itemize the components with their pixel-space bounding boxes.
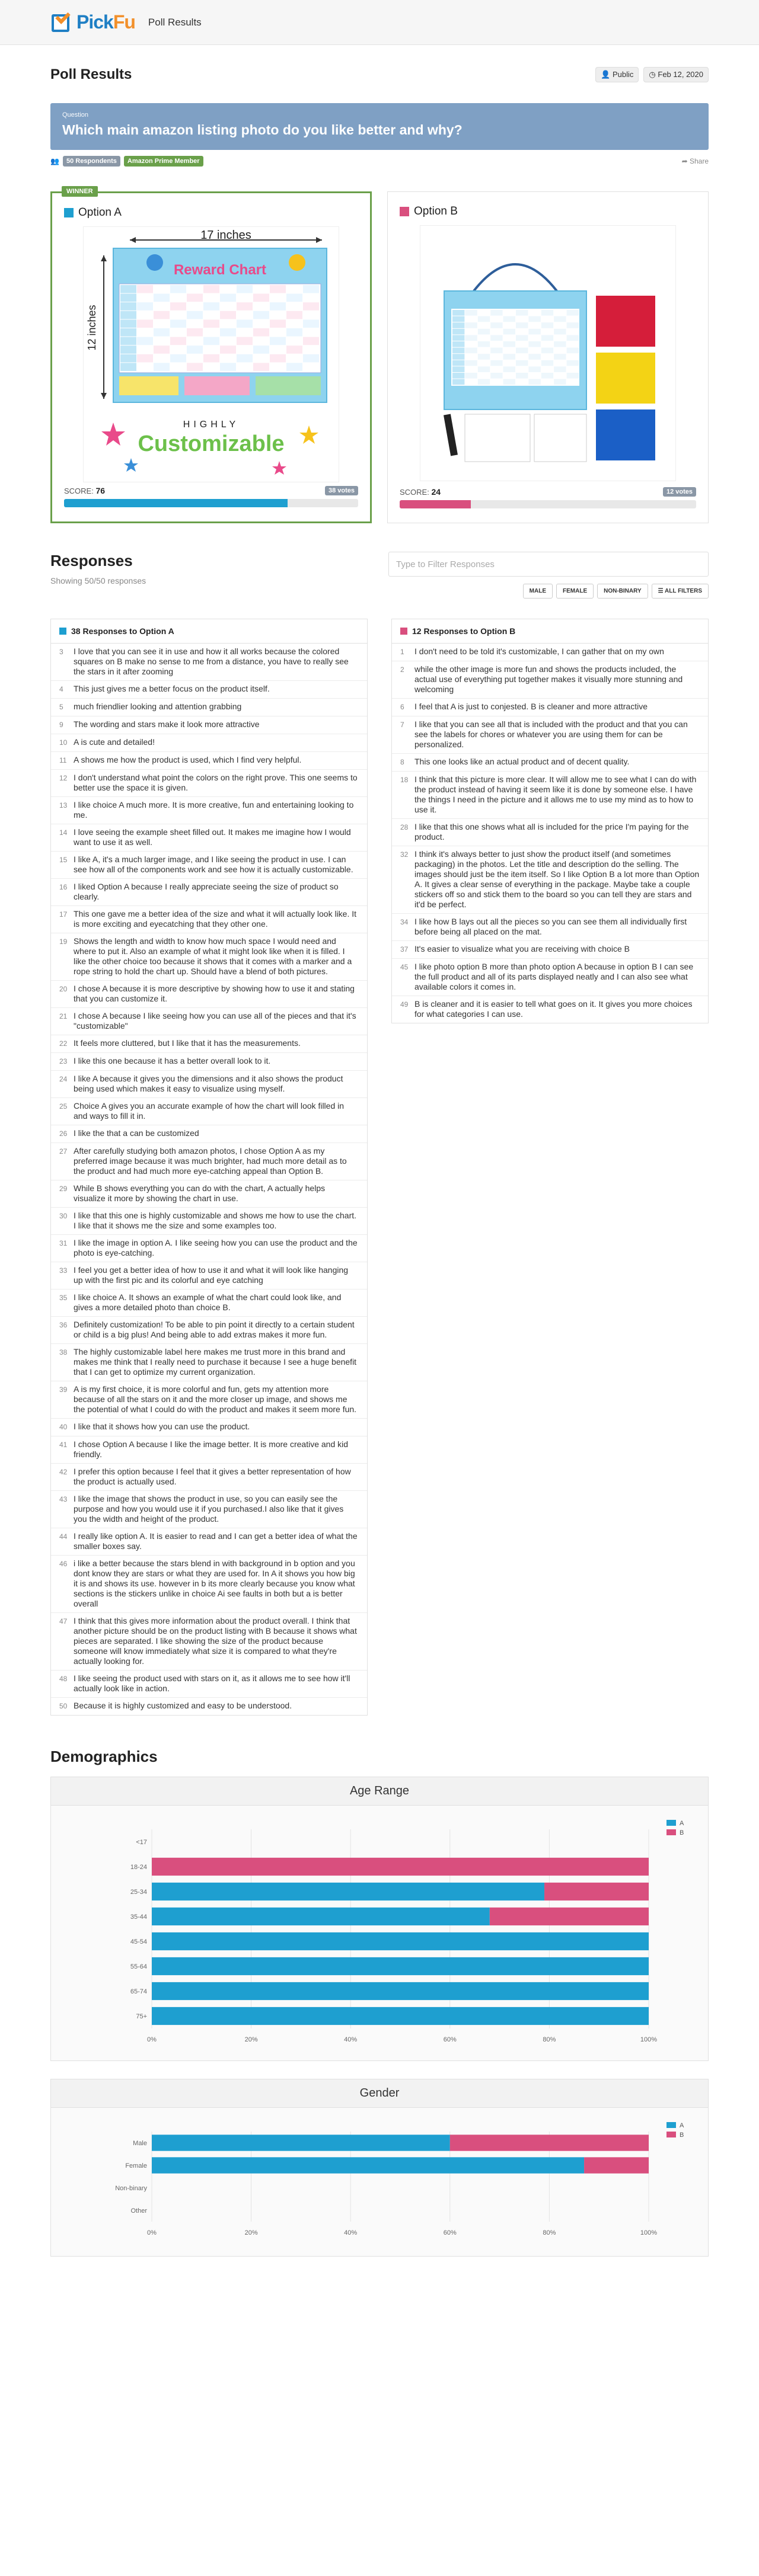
response-number: 15 (59, 856, 68, 864)
response-row (51, 1143, 367, 1180)
response-number: 28 (400, 823, 409, 831)
share-icon: ➦ (681, 157, 688, 165)
category-label: 65-74 (130, 1988, 147, 1995)
response-columns (50, 619, 709, 1716)
option-b-responses-title: 12 Responses to Option B (412, 626, 516, 636)
x-tick-label: 0% (147, 2229, 157, 2236)
response-number: 32 (400, 850, 409, 859)
response-number: 19 (59, 937, 68, 946)
users-icon: 👥 (50, 157, 59, 165)
response-text: I like the image that shows the product in use, so you can easily see the purpose and how you would use it if you purchased.I also like that it gives you the width and height of the product. (74, 1494, 344, 1524)
response-text: Choice A gives you an accurate example of how the chart will look filled in and ways to fill it in. (74, 1101, 345, 1121)
response-number: 30 (59, 1212, 68, 1220)
option-b-swatch (400, 207, 409, 216)
response-row (392, 819, 708, 846)
response-number: 23 (59, 1057, 68, 1065)
legend-swatch (666, 2122, 676, 2128)
response-row (51, 1053, 367, 1071)
response-row (51, 852, 367, 879)
response-number: 6 (400, 703, 404, 711)
response-row (51, 981, 367, 1008)
response-text: Because it is highly customized and easy to be understood. (74, 1701, 292, 1710)
respondents-badge: 50 Respondents (63, 156, 120, 167)
response-text: I love that you can see it in use and how it all works because the colored squares on B make no sense to me from a distance, you have to really see the stars in it after zooming (74, 647, 349, 676)
response-text: I prefer this option because I feel that it gives a better representation of how the product is actually used. (74, 1467, 351, 1486)
response-row (51, 933, 367, 981)
response-number: 21 (59, 1012, 68, 1020)
response-text: I like that you can see all that is included with the product and that you can see the labels for chores or whatever you are using them for can be personalized. (414, 719, 688, 749)
option-b-score-value: 24 (431, 487, 441, 497)
response-number: 41 (59, 1441, 68, 1449)
category-label: 25-34 (130, 1889, 147, 1896)
response-row (392, 914, 708, 941)
options (50, 188, 709, 523)
response-row (51, 1317, 367, 1344)
question-meta (50, 155, 709, 168)
category-label: Non-binary (115, 2185, 147, 2192)
page-title: Poll Results (50, 66, 132, 82)
response-number: 8 (400, 758, 404, 766)
category-label: <17 (136, 1839, 147, 1846)
category-label: 55-64 (130, 1963, 147, 1970)
option-a-score-bar (64, 499, 358, 507)
responses-count: Showing 50/50 responses (50, 576, 146, 585)
response-number: 7 (400, 721, 404, 729)
bar-segment-a (152, 2135, 450, 2151)
response-text: I like this one because it has a better overall look to it. (74, 1056, 271, 1065)
age-range-chart-title: Age Range (51, 1777, 708, 1806)
checkbox-logo-icon (50, 11, 73, 34)
response-text: I chose Option A because I like the image better. It is more creative and kid friendly. (74, 1439, 349, 1459)
option-a-score-value: 76 (95, 486, 106, 495)
gender-chart-title: Gender (51, 2079, 708, 2108)
x-tick-label: 100% (640, 2229, 658, 2236)
age-range-svg (51, 1806, 708, 2060)
response-row (51, 752, 367, 770)
response-number: 20 (59, 985, 68, 993)
response-number: 2 (400, 665, 404, 674)
question-box (50, 103, 709, 150)
all-filters-button[interactable]: ☰ ALL FILTERS (652, 584, 709, 599)
bar-segment-b (490, 1908, 649, 1925)
bar-segment-a (152, 2157, 584, 2173)
age-range-chart (50, 1777, 709, 2061)
filter-female-button[interactable]: FEMALE (556, 584, 594, 599)
response-text: The highly customizable label here makes me trust more in this brand and makes me think that I really need to purchase it because I see a huge benefit that I can get to optimize my current organization. (74, 1347, 357, 1377)
response-text: I like the image in option A. I like seeing how you can use the product and the photo is eye-catching. (74, 1238, 358, 1257)
response-row (51, 1344, 367, 1381)
response-row (392, 959, 708, 996)
logo-text: PickFu (76, 11, 135, 33)
response-number: 31 (59, 1239, 68, 1247)
response-row (51, 644, 367, 681)
legend-label: B (680, 2132, 684, 2139)
audience-badge: Amazon Prime Member (124, 156, 203, 167)
user-icon: 👤 (601, 70, 611, 79)
category-label: Female (125, 2162, 147, 2169)
response-row (51, 716, 367, 734)
winner-badge: WINNER (62, 186, 98, 197)
responses-header (50, 552, 709, 599)
legend-label: B (680, 1829, 684, 1836)
response-number: 34 (400, 918, 409, 926)
response-number: 4 (59, 685, 63, 693)
main-content (50, 63, 709, 2280)
response-text: I feel that A is just to conjested. B is cleaner and more attractive (414, 702, 648, 711)
response-number: 12 (59, 774, 68, 782)
response-row (392, 716, 708, 754)
x-tick-label: 0% (147, 2036, 157, 2043)
product-kit-photo (420, 226, 675, 481)
response-text: I don't need to be told it's customizable, I can gather that on my own (414, 647, 664, 656)
top-bar (0, 0, 759, 45)
response-number: 13 (59, 801, 68, 809)
x-tick-label: 60% (443, 2229, 457, 2236)
response-text: I love seeing the example sheet filled out. It makes me imagine how I would want to use it as well. (74, 827, 351, 847)
response-number: 37 (400, 945, 409, 953)
response-text: A shows me how the product is used, which I find very helpful. (74, 755, 302, 764)
option-b-legend-swatch (400, 628, 407, 635)
response-number: 29 (59, 1185, 68, 1193)
bar-segment-a (152, 1908, 490, 1925)
x-tick-label: 80% (543, 2229, 556, 2236)
response-row (392, 996, 708, 1023)
legend-swatch (666, 1820, 676, 1826)
response-row (51, 1436, 367, 1464)
option-a-swatch (64, 208, 74, 217)
response-row (51, 1008, 367, 1035)
response-text: This one gave me a better idea of the size and what it will actually look like. It is more exciting and eyecatching that they other one. (74, 909, 357, 929)
response-number: 5 (59, 703, 63, 711)
response-text: I like A, it's a much larger image, and I like seeing the product in use. I can see how all of the components work and see how it is actually customizable. (74, 855, 353, 874)
response-row (51, 1125, 367, 1143)
response-row (51, 1035, 367, 1053)
option-a-name: Option A (78, 206, 122, 219)
x-tick-label: 80% (543, 2036, 556, 2043)
response-row (392, 699, 708, 716)
response-text: Definitely customization! To be able to pin point it directly to a certain student or child is a big plus! And being able to add extras makes it more fun. (74, 1320, 355, 1339)
response-text: I think it's always better to just show the product itself (and sometimes packaging) in the photos. Let the title and description do the selling. The images should just be the item itself. So I like Option B a lot more than Option A. It gives a clear sense of everything in the package. Maybe take a couple stickers off so and stick them to the board so you can tell they are stars and it'd be perfect. (414, 849, 700, 909)
response-number: 43 (59, 1495, 68, 1503)
x-tick-label: 100% (640, 2036, 658, 2043)
nav-title[interactable]: Poll Results (148, 16, 202, 28)
option-b-score: SCORE: 24 12 votes (400, 487, 696, 508)
legend-label: A (680, 2122, 684, 2129)
response-row (392, 644, 708, 661)
response-number: 14 (59, 828, 68, 837)
x-tick-label: 20% (244, 2229, 258, 2236)
dimension-width-text: 17 inches (200, 229, 251, 242)
response-number: 22 (59, 1039, 68, 1048)
option-b-image[interactable] (420, 225, 676, 481)
response-number: 46 (59, 1560, 68, 1568)
category-label: 75+ (136, 2013, 147, 2020)
response-number: 3 (59, 648, 63, 656)
response-number: 25 (59, 1102, 68, 1111)
response-text: i like a better because the stars blend in with background in b option and you dont know they are stars or what they are used for. In A it shows you how big it is and shows its use. however in b its more clearly because you know what sections is the stickers unlike in choice Ai see faults in both but a is better overall (74, 1559, 355, 1608)
x-tick-label: 40% (344, 2229, 358, 2236)
response-number: 26 (59, 1129, 68, 1138)
response-number: 48 (59, 1675, 68, 1683)
response-row (392, 661, 708, 699)
response-text: while the other image is more fun and shows the products included, the actual use of everything put together makes it visually more stunning and welcoming (414, 664, 683, 694)
category-label: Other (130, 2207, 147, 2215)
question-label: Question (62, 111, 89, 119)
response-number: 39 (59, 1385, 68, 1394)
response-text: I like choice A much more. It is more creative, fun and entertaining looking to me. (74, 800, 354, 820)
filter-nonbinary-button[interactable]: NON-BINARY (597, 584, 648, 599)
page-header (50, 63, 709, 87)
response-text: B is cleaner and it is easier to tell what goes on it. It gives you more choices for what categories I can use. (414, 999, 693, 1019)
response-row (51, 1381, 367, 1419)
demographics-title: Demographics (50, 1748, 158, 1765)
option-b-name: Option B (414, 205, 458, 217)
response-row (51, 824, 367, 852)
response-text: The wording and stars make it look more attractive (74, 719, 260, 729)
response-number: 35 (59, 1294, 68, 1302)
bar-segment-b (450, 2135, 649, 2151)
response-row (392, 846, 708, 914)
response-text: While B shows everything you can do with the chart, A actually helps visualize it more by showing the chart in use. (74, 1183, 326, 1203)
response-text: I really like option A. It is easier to read and I can get a better idea of what the smaller boxes say. (74, 1531, 358, 1551)
response-text: I like that this one is highly customizable and shows me how to use the chart. I like that it shows me the size and some examples too. (74, 1211, 357, 1230)
response-row (51, 1071, 367, 1098)
response-row (51, 906, 367, 933)
response-row (51, 1613, 367, 1671)
response-row (392, 754, 708, 772)
response-row (51, 879, 367, 906)
option-a-image[interactable] (83, 226, 339, 482)
response-number: 18 (400, 776, 409, 784)
option-a-votes: 38 votes (325, 486, 358, 495)
category-label: Male (133, 2140, 147, 2147)
response-text: A is cute and detailed! (74, 737, 155, 747)
response-text: I like seeing the product used with stars on it, as it allows me to see how it'll actually look like in action. (74, 1673, 350, 1693)
response-text: It's easier to visualize what you are receiving with choice B (414, 944, 630, 953)
response-number: 47 (59, 1617, 68, 1625)
response-text: I like choice A. It shows an example of what the chart could look like, and gives a more detailed photo than choice B. (74, 1292, 342, 1312)
response-text: I chose A because I like seeing how you can use all of the pieces and that it's "customizable" (74, 1011, 356, 1031)
category-label: 35-44 (130, 1913, 147, 1921)
response-text: I like A because it gives you the dimensions and it also shows the product being used which makes it easy to visualize using myself. (74, 1074, 343, 1093)
response-number: 33 (59, 1266, 68, 1275)
bar-segment-a (152, 1982, 649, 2000)
response-row (51, 1098, 367, 1125)
option-b-votes: 12 votes (663, 487, 696, 497)
response-number: 42 (59, 1468, 68, 1476)
x-tick-label: 40% (344, 2036, 358, 2043)
response-number: 36 (59, 1321, 68, 1329)
option-b-score-bar (400, 500, 696, 508)
bar-segment-b (152, 1858, 649, 1876)
response-row (51, 681, 367, 699)
filter-responses-input[interactable] (388, 552, 709, 577)
response-text: A is my first choice, it is more colorful and fun, gets my attention more because of all the stars on it and the more closer up image, and shows me the potential of what I could do with the product and makes it seem more fun. (74, 1384, 357, 1414)
legend-swatch (666, 1829, 676, 1835)
date-chip: ◷ Feb 12, 2020 (643, 67, 709, 82)
response-number: 24 (59, 1075, 68, 1083)
response-row (392, 941, 708, 959)
visibility-chip: 👤 Public (595, 67, 639, 82)
response-row (51, 1235, 367, 1262)
response-text: I like that this one shows what all is included for the price I'm paying for the product. (414, 822, 689, 841)
response-text: I chose A because it is more descriptive by showing how to use it and stating that you can customize it. (74, 984, 355, 1003)
response-number: 10 (59, 738, 68, 747)
question-text: Which main amazon listing photo do you like better and why? (62, 122, 463, 137)
response-text: I like how B lays out all the pieces so you can see them all individually first before being all placed on the mat. (414, 917, 687, 936)
response-number: 44 (59, 1532, 68, 1541)
response-number: 38 (59, 1348, 68, 1356)
option-a-responses (50, 619, 368, 1716)
filter-male-button[interactable]: MALE (523, 584, 553, 599)
x-tick-label: 20% (244, 2036, 258, 2043)
response-row (392, 772, 708, 819)
response-number: 49 (400, 1000, 409, 1009)
pickfu-logo[interactable] (50, 11, 135, 34)
response-row (51, 734, 367, 752)
bar-segment-b (584, 2157, 649, 2173)
response-row (51, 1556, 367, 1613)
response-row (51, 797, 367, 824)
response-row (51, 1671, 367, 1698)
response-row (51, 699, 367, 716)
response-text: I like that it shows how you can use the product. (74, 1422, 250, 1431)
option-a-legend-swatch (59, 628, 66, 635)
response-number: 17 (59, 910, 68, 919)
tagline-top-text: HIGHLY (183, 420, 240, 430)
response-text: This one looks like an actual product and of decent quality. (414, 757, 630, 766)
response-text: I think that this gives more information about the product overall. I think that another picture should be on the product listing with B because it shows what pieces are separated. I like showing the size of the product because someone will know immediately what size it is compared to what they're actually looking for. (74, 1616, 357, 1666)
dimension-height-text: 12 inches (86, 305, 98, 351)
response-row (51, 1289, 367, 1317)
demographics-section (50, 1748, 709, 2257)
chart-title-text: Reward Chart (173, 262, 267, 278)
response-row (51, 770, 367, 797)
response-row (51, 1208, 367, 1235)
response-row (51, 1491, 367, 1528)
response-text: I like photo option B more than photo option A because in option B I can see the full product and all of its parts displayed neatly and I can also see what available colors it comes in. (414, 962, 694, 991)
option-b-card[interactable] (387, 191, 709, 523)
response-text: It feels more cluttered, but I like that it has the measurements. (74, 1038, 301, 1048)
response-row (51, 1180, 367, 1208)
response-text: After carefully studying both amazon photos, I chose Option A as my preferred image because it was much brighter, had much more detail as to the product and had much more eye-catching appeal than Option B. (74, 1146, 347, 1176)
gender-chart (50, 2079, 709, 2257)
x-tick-label: 60% (443, 2036, 457, 2043)
response-number: 16 (59, 883, 68, 891)
response-row (51, 1464, 367, 1491)
response-number: 45 (400, 963, 409, 971)
response-text: much friendlier looking and attention grabbing (74, 702, 242, 711)
bar-segment-b (544, 1883, 649, 1900)
response-row (51, 1528, 367, 1556)
clock-icon: ◷ (649, 70, 656, 79)
bar-segment-a (152, 2007, 649, 2025)
response-text: I think that this picture is more clear. It will allow me to see what I can do with the product instead of having it seem like it is done by someone else. I have the things I need in the picture and it allows me to use my mind as to how to use it. (414, 775, 697, 814)
response-filter (388, 552, 709, 599)
response-text: I don't understand what point the colors on the right prove. This one seems to better use the space it is given. (74, 773, 358, 792)
legend-swatch (666, 2132, 676, 2137)
reward-chart-photo (84, 227, 339, 482)
bar-segment-a (152, 1883, 544, 1900)
response-row (51, 1262, 367, 1289)
response-text: This just gives me a better focus on the product itself. (74, 684, 270, 693)
filter-icon: ☰ (658, 588, 664, 594)
bar-segment-a (152, 1932, 649, 1950)
response-text: I feel you get a better idea of how to use it and what it will look like hanging up with the first pic and its colorful and eye catching (74, 1265, 349, 1285)
option-a-card[interactable] (50, 188, 372, 523)
bar-segment-a (152, 1957, 649, 1975)
gender-svg (51, 2108, 708, 2256)
response-text: I liked Option A because I really appreciate seeing the size of product so clearly. (74, 882, 339, 901)
category-label: 45-54 (130, 1938, 147, 1945)
response-text: I like the that a can be customized (74, 1128, 199, 1138)
response-number: 50 (59, 1702, 68, 1710)
response-row (51, 1698, 367, 1715)
response-number: 11 (59, 756, 67, 764)
response-row (51, 1419, 367, 1436)
option-a-score: SCORE: 76 38 votes (64, 486, 358, 507)
share-link[interactable]: ➦ Share (681, 157, 709, 165)
response-number: 1 (400, 648, 404, 656)
response-text: Shows the length and width to know how much space I would need and where to put it. Also an example of what it might look like when it is filled. I like the other choice too because it shows that it comes with a marker and a rope string to hold the chart up. Should have a blend of both pictures. (74, 936, 352, 976)
category-label: 18-24 (130, 1864, 147, 1871)
option-a-responses-title: 38 Responses to Option A (71, 626, 174, 636)
response-number: 27 (59, 1147, 68, 1156)
response-number: 40 (59, 1423, 68, 1431)
option-b-responses (391, 619, 709, 1023)
response-number: 9 (59, 721, 63, 729)
legend-label: A (680, 1820, 684, 1827)
tagline-text: Customizable (138, 431, 285, 456)
responses-title: Responses (50, 552, 133, 569)
